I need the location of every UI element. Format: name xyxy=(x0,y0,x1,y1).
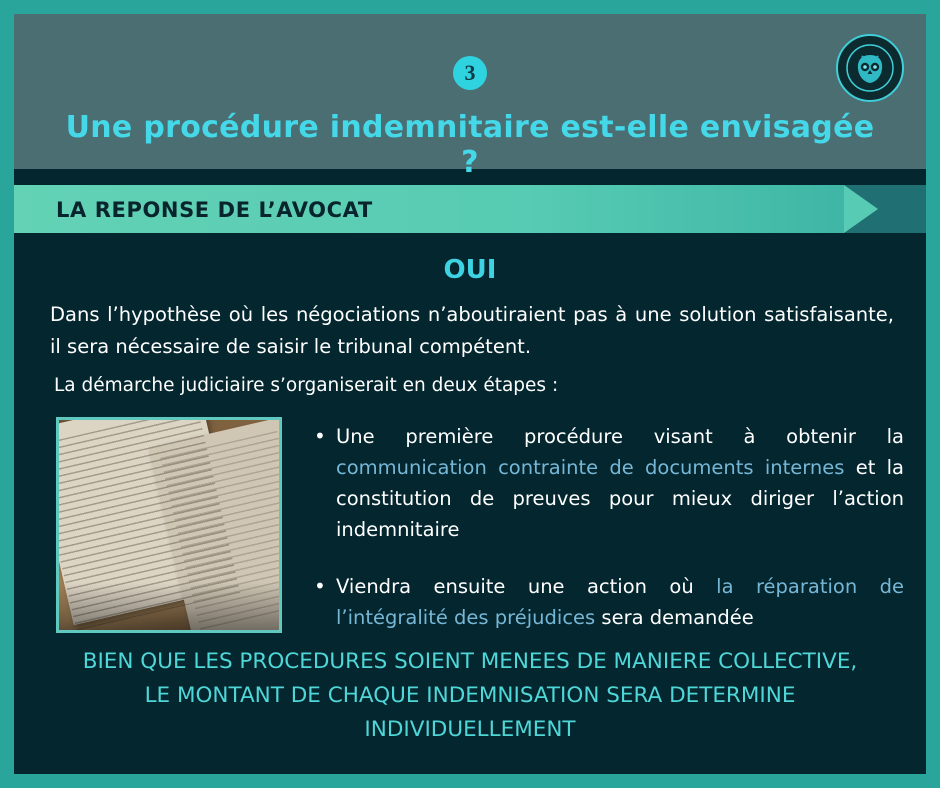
bullet-highlight: communication contrainte de documents internes xyxy=(336,456,845,479)
bullet-text-part2: et la constitution de preuves pour mieux diriger l’action indemnitaire xyxy=(336,456,904,541)
bullet-text-part1: Une première procédure visant à obtenir la xyxy=(336,425,904,448)
frame-border-left xyxy=(0,0,14,788)
owl-emblem-icon xyxy=(836,34,904,102)
step-number-value: 3 xyxy=(453,56,487,90)
sub-intro-text: La démarche judiciaire s’organiserait en deux étapes : xyxy=(54,375,559,396)
frame-border-top xyxy=(0,0,940,14)
page-title: Une procédure indemnitaire est-elle envisagée ? xyxy=(65,110,875,180)
frame-border-bottom xyxy=(0,774,940,788)
answer-bar-label: LA REPONSE DE L’AVOCAT xyxy=(56,198,373,222)
content-area xyxy=(14,233,926,774)
header-band xyxy=(14,14,926,180)
open-book-photo xyxy=(56,417,282,633)
bullet-text-part1: Viendra ensuite une action où xyxy=(336,575,717,598)
bullet-highlight: la réparation de l’intégralité des préjudices xyxy=(336,575,904,629)
bullet-list xyxy=(314,421,904,659)
answer-bar-tail xyxy=(844,185,926,233)
frame-border-right xyxy=(926,0,940,788)
step-number-badge xyxy=(14,56,926,90)
intro-paragraph: Dans l’hypothèse où les négociations n’aboutiraient pas à une solution satisfaisante, il sera nécessaire de saisir le tribunal compétent. xyxy=(50,303,894,358)
list-item xyxy=(314,421,904,545)
list-item xyxy=(314,571,904,633)
bullet-text-part2: sera demandée xyxy=(595,606,754,629)
answer-headline: OUI xyxy=(443,255,497,285)
photo-shadow xyxy=(59,582,279,630)
footer-statement: BIEN QUE LES PROCEDURES SOIENT MENEES DE MANIERE COLLECTIVE, LE MONTANT DE CHAQUE INDEMNISATION SERA DETERMINE INDIVIDUELLEMENT xyxy=(82,649,858,742)
